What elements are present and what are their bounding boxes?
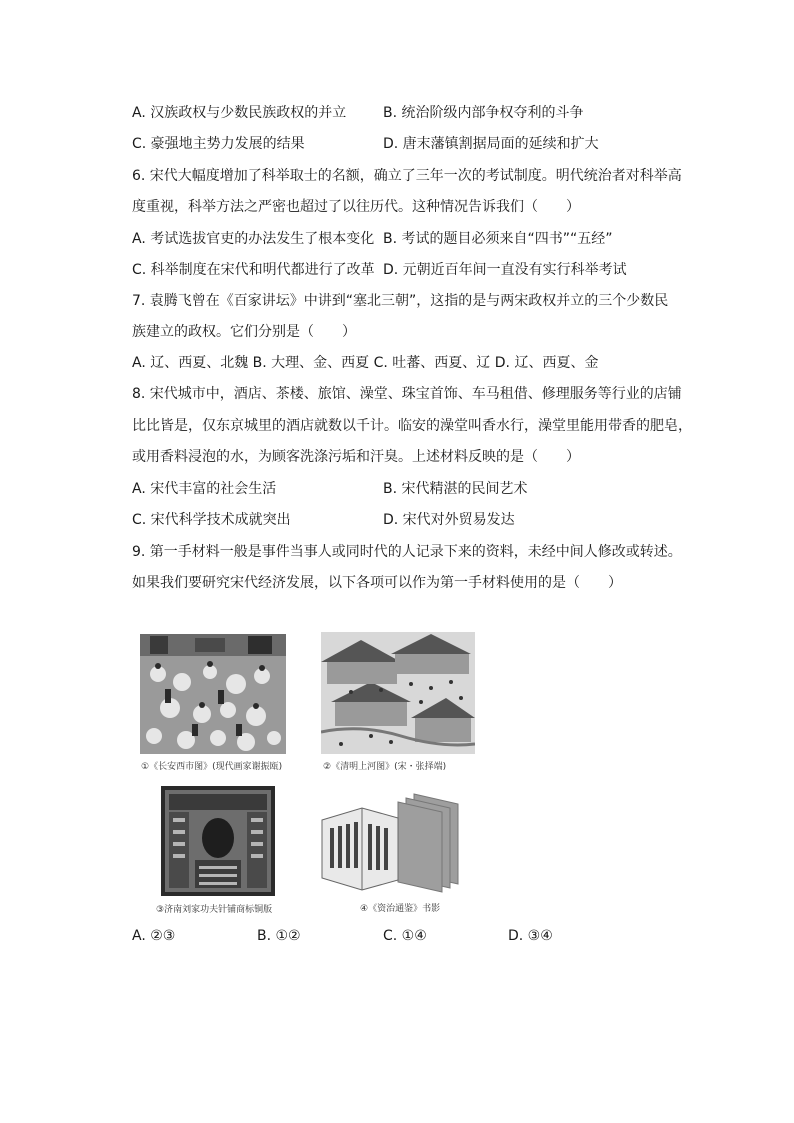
q9-stem-line-1: 9. 第一手材料一般是事件当事人或同时代的人记录下来的资料，未经中间人修改或转述。 [132,544,682,560]
q6-option-a: A. 考试选拔官吏的办法发生了根本变化 [132,231,375,247]
figure-1-caption: ①《长安西市图》(现代画家谢振瓯) [141,762,283,772]
q8-stem-line-3: 或用香料浸泡的水，为顾客洗涤污垢和汗臭。上述材料反映的是（ ） [132,449,580,465]
q8-stem-line-1: 8. 宋代城市中，酒店、茶楼、旅馆、澡堂、珠宝首饰、车马租借、修理服务等行业的店铺 [132,386,682,402]
q7-stem-line-2: 族建立的政权。它们分别是（ ） [132,324,356,340]
q7-options-line: A. 辽、西夏、北魏 B. 大理、金、西夏 C. 吐蕃、西夏、辽 D. 辽、西夏、金 [132,355,599,371]
q8-option-c: C. 宋代科学技术成就突出 [132,512,291,528]
q9-option-b: B. ①② [257,928,301,944]
q5-option-a: A. 汉族政权与少数民族政权的并立 [132,105,347,121]
figure-needle-shop-bronze-plate [161,786,275,896]
figure-2-caption: ②《清明上河图》(宋・张择端) [323,762,447,772]
q5-option-b: B. 统治阶级内部争权夺利的斗争 [383,105,584,121]
q9-option-c: C. ①④ [383,928,427,944]
figure-4-caption: ④《资治通鉴》书影 [360,904,441,914]
q8-option-d: D. 宋代对外贸易发达 [383,512,515,528]
figure-3-caption: ③济南刘家功夫针铺商标铜版 [156,905,273,915]
q8-option-b: B. 宋代精湛的民间艺术 [383,481,528,497]
q6-option-b: B. 考试的题目必须来自“四书”“五经” [383,231,613,247]
q9-stem-line-2: 如果我们要研究宋代经济发展，以下各项可以作为第一手材料使用的是（ ） [132,575,622,591]
q6-stem-line-1: 6. 宋代大幅度增加了科举取士的名额，确立了三年一次的考试制度。明代统治者对科举高 [132,168,682,184]
q9-option-a: A. ②③ [132,928,176,944]
q6-option-d: D. 元朝近百年间一直没有实行科举考试 [383,262,627,278]
q6-stem-line-2: 度重视，科举方法之严密也超过了以往历代。这种情况告诉我们（ ） [132,199,580,215]
figure-qingming-scroll [321,632,475,754]
q8-stem-line-2: 比比皆是，仅东京城里的酒店就数以千计。临安的澡堂叫香水行，澡堂里能用带香的肥皂， [132,418,692,434]
q8-option-a: A. 宋代丰富的社会生活 [132,481,277,497]
q9-option-d: D. ③④ [508,928,553,944]
q5-option-c: C. 豪强地主势力发展的结果 [132,136,305,152]
figure-zizhi-tongjian-book [318,784,476,894]
q6-option-c: C. 科举制度在宋代和明代都进行了改革 [132,262,375,278]
figure-changan-west-market-painting [140,634,286,754]
q7-stem-line-1: 7. 袁腾飞曾在《百家讲坛》中讲到“塞北三朝”，这指的是与两宋政权并立的三个少数民 [132,293,669,309]
q5-option-d: D. 唐末藩镇割据局面的延续和扩大 [383,136,599,152]
